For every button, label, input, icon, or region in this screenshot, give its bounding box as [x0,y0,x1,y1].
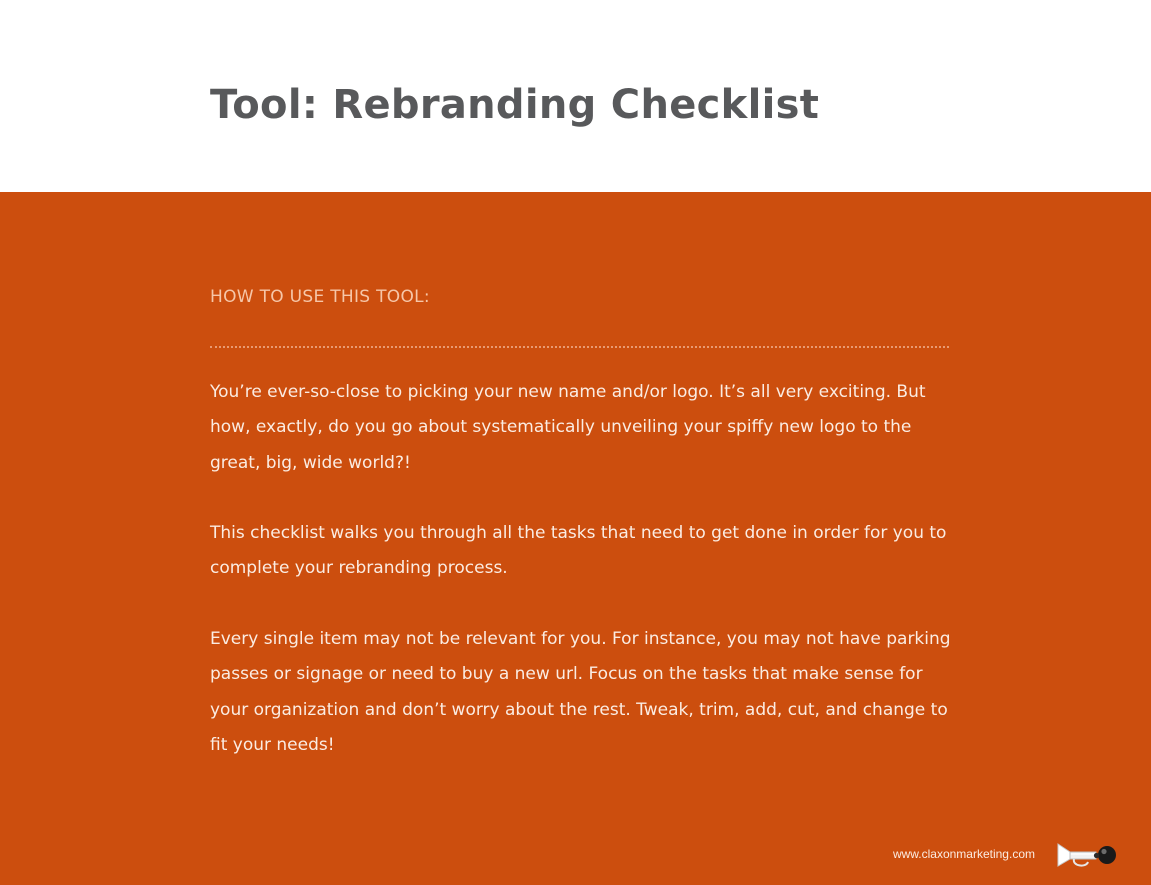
page-title: Tool: Rebranding Checklist [210,82,820,128]
body-copy [210,375,955,799]
footer-url-link[interactable]: www.claxonmarketing.com [892,847,1035,861]
page-footer [0,832,1151,885]
horn-icon [1056,840,1120,872]
section-heading: HOW TO USE THIS TOOL: [210,287,430,307]
paragraph-guidance: Every single item may not be relevant for you. For instance, you may not have parking passes or signage or need to buy a new url. Focus on the tasks that make sense for your organization and don’t worry about the rest. Tweak, trim, add, cut, and change to fit your needs! [210,629,951,755]
page-header [0,0,1151,192]
paragraph-purpose: This checklist walks you through all the tasks that need to get done in order for you to complete your rebranding process. [210,523,947,579]
dotted-divider [210,346,949,348]
paragraph-intro: You’re ever-so-close to picking your new name and/or logo. It’s all very exciting. But how, exactly, do you go about systematically unveiling your spiffy new logo to the great, big, wide world?! [210,382,926,473]
instructions-panel [0,192,1151,885]
